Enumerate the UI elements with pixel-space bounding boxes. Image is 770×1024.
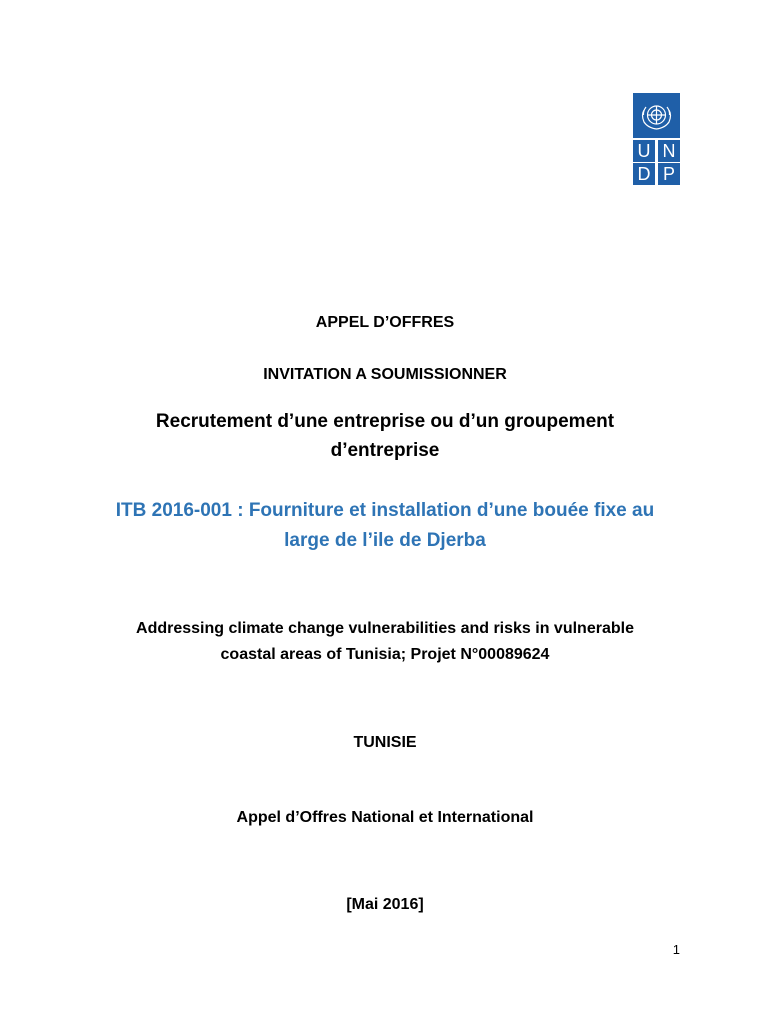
page-number: 1 bbox=[672, 942, 680, 957]
date-label: [Mai 2016] bbox=[346, 896, 424, 913]
heading-appel: APPEL D’OFFRES bbox=[315, 314, 455, 331]
logo-letter-u: U bbox=[633, 140, 655, 162]
itb-line-2: large de l’ile de Djerba bbox=[284, 530, 486, 551]
title-line-2: d’entreprise bbox=[330, 440, 440, 461]
title-line-1: Recrutement d’une entreprise ou d’un groupement bbox=[155, 411, 615, 432]
un-emblem-icon bbox=[633, 93, 680, 138]
undp-logo bbox=[633, 93, 680, 185]
country-label: TUNISIE bbox=[353, 734, 417, 751]
logo-letter-n: N bbox=[658, 140, 680, 162]
logo-letter-p: P bbox=[658, 163, 680, 185]
logo-letter-d: D bbox=[633, 163, 655, 185]
project-line-2: coastal areas of Tunisia; Projet N°00089624 bbox=[220, 646, 550, 663]
project-line-1: Addressing climate change vulnerabilities and risks in vulnerable bbox=[136, 620, 634, 637]
heading-invitation: INVITATION A SOUMISSIONNER bbox=[263, 366, 507, 383]
tender-type-label: Appel d’Offres National et International bbox=[236, 809, 534, 826]
itb-line-1: ITB 2016-001 : Fourniture et installation d’une bouée fixe au bbox=[115, 500, 655, 521]
